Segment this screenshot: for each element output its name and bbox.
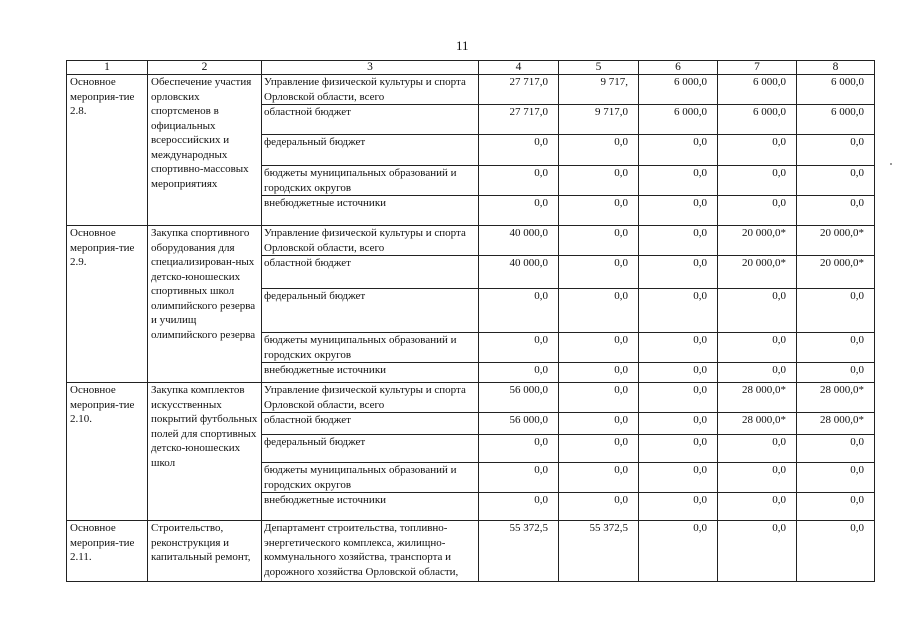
header-row	[67, 61, 875, 75]
value-cell: 28 000,0*	[718, 383, 797, 413]
value-cell: 28 000,0*	[718, 413, 797, 435]
value-cell: 0,0	[797, 363, 875, 383]
value-cell: 0,0	[479, 463, 559, 493]
value-cell: 0,0	[559, 166, 639, 196]
value-cell: 0,0	[639, 463, 718, 493]
col-header: 5	[559, 61, 639, 75]
col-header: 2	[148, 61, 262, 75]
value-cell: 0,0	[639, 435, 718, 463]
table-row	[67, 521, 875, 582]
table-row	[67, 226, 875, 256]
value-cell: 0,0	[479, 435, 559, 463]
measure-name: Закупка комплектов искусственных покрытий футбольных полей для спортивных детско-юношеских школ	[148, 383, 262, 521]
value-cell: 0,0	[797, 289, 875, 333]
value-cell: 0,0	[797, 463, 875, 493]
value-cell: 0,0	[559, 289, 639, 333]
value-cell: 0,0	[639, 333, 718, 363]
value-cell: 40 000,0	[479, 226, 559, 256]
value-cell: 0,0	[559, 226, 639, 256]
value-cell: 0,0	[559, 333, 639, 363]
program-financing-table	[66, 60, 875, 582]
funding-source: внебюджетные источники	[262, 196, 479, 226]
funding-source: внебюджетные источники	[262, 493, 479, 521]
value-cell: 0,0	[797, 435, 875, 463]
value-cell: 20 000,0*	[797, 226, 875, 256]
value-cell: 0,0	[718, 521, 797, 582]
value-cell: 56 000,0	[479, 413, 559, 435]
value-cell: 0,0	[797, 166, 875, 196]
value-cell: 0,0	[718, 196, 797, 226]
value-cell: 0,0	[639, 166, 718, 196]
value-cell: 0,0	[718, 166, 797, 196]
funding-source: Управление физической культуры и спорта Орловской области, всего	[262, 226, 479, 256]
col-header: 7	[718, 61, 797, 75]
value-cell: 0,0	[639, 363, 718, 383]
value-cell: 0,0	[559, 383, 639, 413]
funding-source: областной бюджет	[262, 256, 479, 289]
value-cell: 0,0	[718, 463, 797, 493]
scan-dot	[890, 163, 892, 165]
value-cell: 0,0	[718, 363, 797, 383]
funding-source: Департамент строительства, топливно-энергетического комплекса, жилищно-коммунального хозяйства, транспорта и дорожного хозяйства Орловской области,	[262, 521, 479, 582]
value-cell: 9 717,	[559, 75, 639, 105]
value-cell: 0,0	[797, 493, 875, 521]
value-cell: 0,0	[479, 493, 559, 521]
value-cell: 0,0	[639, 493, 718, 521]
value-cell: 0,0	[559, 413, 639, 435]
value-cell: 0,0	[718, 493, 797, 521]
value-cell: 0,0	[639, 521, 718, 582]
value-cell: 0,0	[559, 135, 639, 166]
funding-source: Управление физической культуры и спорта Орловской области, всего	[262, 75, 479, 105]
value-cell: 0,0	[559, 256, 639, 289]
col-header: 3	[262, 61, 479, 75]
value-cell: 6 000,0	[797, 75, 875, 105]
value-cell: 0,0	[718, 435, 797, 463]
value-cell: 6 000,0	[797, 105, 875, 135]
value-cell: 0,0	[639, 256, 718, 289]
value-cell: 0,0	[559, 196, 639, 226]
value-cell: 27 717,0	[479, 105, 559, 135]
value-cell: 0,0	[479, 166, 559, 196]
measure-code: Основное мероприя-тие 2.10.	[67, 383, 148, 521]
funding-source: областной бюджет	[262, 413, 479, 435]
value-cell: 28 000,0*	[797, 383, 875, 413]
funding-source: федеральный бюджет	[262, 135, 479, 166]
value-cell: 27 717,0	[479, 75, 559, 105]
measure-code: Основное мероприя-тие 2.11.	[67, 521, 148, 582]
value-cell: 0,0	[479, 135, 559, 166]
funding-source: бюджеты муниципальных образований и городских округов	[262, 333, 479, 363]
value-cell: 0,0	[639, 383, 718, 413]
funding-source: областной бюджет	[262, 105, 479, 135]
value-cell: 0,0	[797, 333, 875, 363]
measure-code: Основное мероприя-тие 2.9.	[67, 226, 148, 383]
value-cell: 0,0	[639, 289, 718, 333]
value-cell: 20 000,0*	[797, 256, 875, 289]
funding-source: федеральный бюджет	[262, 289, 479, 333]
value-cell: 55 372,5	[479, 521, 559, 582]
value-cell: 0,0	[479, 333, 559, 363]
value-cell: 0,0	[718, 333, 797, 363]
value-cell: 56 000,0	[479, 383, 559, 413]
value-cell: 0,0	[559, 435, 639, 463]
table-row	[67, 383, 875, 413]
value-cell: 20 000,0*	[718, 226, 797, 256]
funding-source: бюджеты муниципальных образований и городских округов	[262, 463, 479, 493]
measure-name: Обеспечение участия орловских спортсменов в официальных всероссийских и международных спортивно-массовых мероприятиях	[148, 75, 262, 226]
value-cell: 6 000,0	[718, 105, 797, 135]
value-cell: 9 717,0	[559, 105, 639, 135]
value-cell: 55 372,5	[559, 521, 639, 582]
value-cell: 0,0	[559, 493, 639, 521]
value-cell: 6 000,0	[639, 105, 718, 135]
value-cell: 6 000,0	[718, 75, 797, 105]
col-header: 1	[67, 61, 148, 75]
funding-source: бюджеты муниципальных образований и городских округов	[262, 166, 479, 196]
table-row	[67, 75, 875, 105]
funding-source: Управление физической культуры и спорта Орловской области, всего	[262, 383, 479, 413]
value-cell: 0,0	[559, 463, 639, 493]
value-cell: 20 000,0*	[718, 256, 797, 289]
value-cell: 0,0	[479, 363, 559, 383]
measure-name: Строительство, реконструкция и капитальный ремонт,	[148, 521, 262, 582]
value-cell: 0,0	[797, 521, 875, 582]
value-cell: 6 000,0	[639, 75, 718, 105]
col-header: 6	[639, 61, 718, 75]
funding-source: федеральный бюджет	[262, 435, 479, 463]
measure-name: Закупка спортивного оборудования для специализирован-ных детско-юношеских спортивных школ олимпийского резерва и училищ олимпийского резерва	[148, 226, 262, 383]
value-cell: 0,0	[479, 196, 559, 226]
value-cell: 0,0	[639, 135, 718, 166]
value-cell: 0,0	[797, 135, 875, 166]
value-cell: 0,0	[639, 413, 718, 435]
funding-source: внебюджетные источники	[262, 363, 479, 383]
value-cell: 0,0	[479, 289, 559, 333]
col-header: 4	[479, 61, 559, 75]
value-cell: 40 000,0	[479, 256, 559, 289]
col-header: 8	[797, 61, 875, 75]
value-cell: 0,0	[718, 135, 797, 166]
value-cell: 0,0	[797, 196, 875, 226]
value-cell: 0,0	[639, 196, 718, 226]
measure-code: Основное мероприя-тие 2.8.	[67, 75, 148, 226]
page-number: 11	[456, 38, 469, 53]
value-cell: 0,0	[718, 289, 797, 333]
value-cell: 0,0	[639, 226, 718, 256]
value-cell: 28 000,0*	[797, 413, 875, 435]
value-cell: 0,0	[559, 363, 639, 383]
